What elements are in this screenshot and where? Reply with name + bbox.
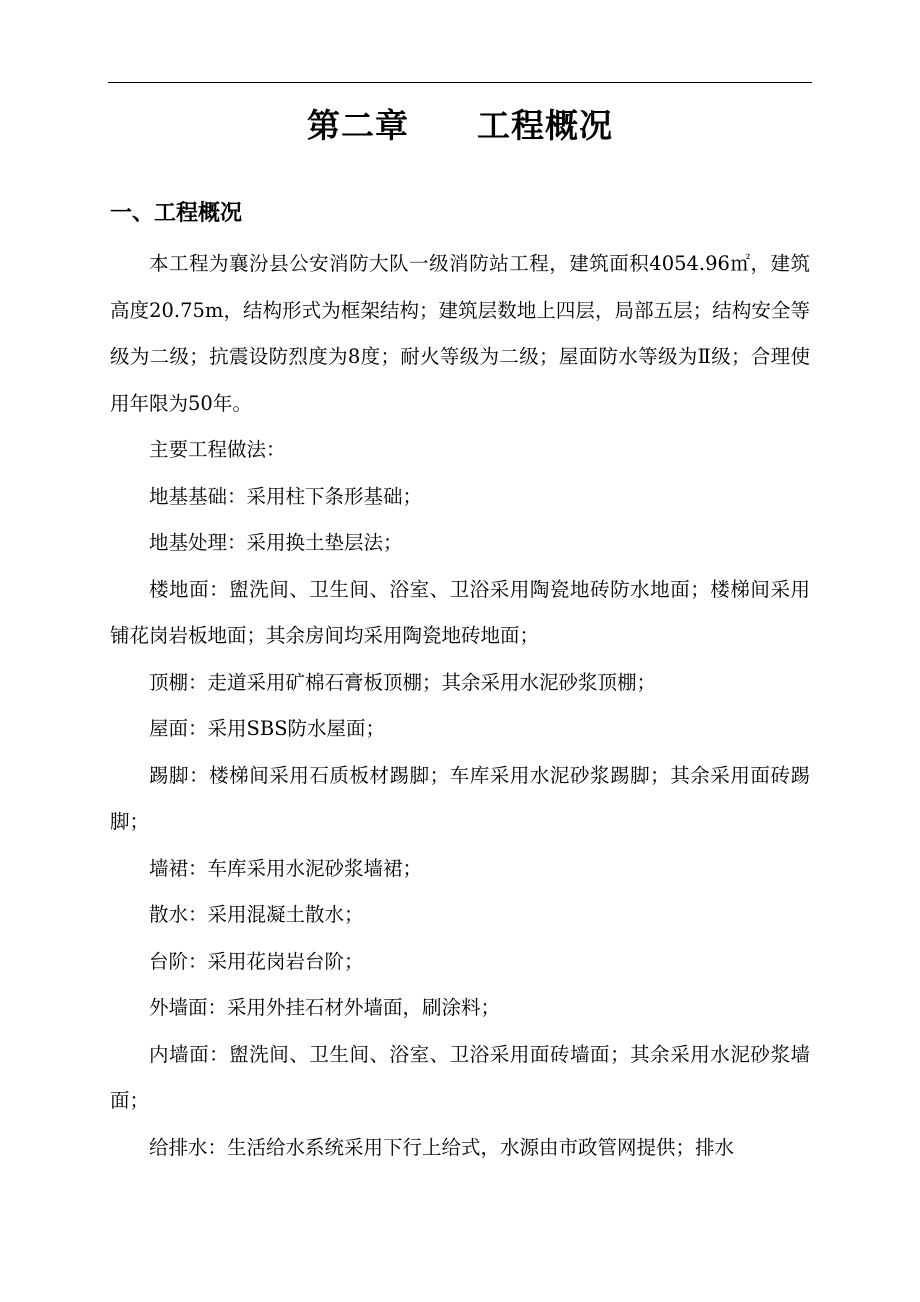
section-heading: 一、工程概况 bbox=[110, 201, 243, 226]
paragraph-main-methods: 主要工程做法： bbox=[149, 438, 286, 461]
paragraph-ceiling: 顶棚：走道采用矿棉石膏板顶棚；其余采用水泥砂浆顶棚； bbox=[149, 670, 657, 694]
header-rule bbox=[108, 82, 812, 83]
body-text bbox=[110, 241, 810, 1171]
paragraph-dado: 墙裙：车库采用水泥砂浆墙裙； bbox=[149, 856, 423, 880]
paragraph-roof: 屋面：采用SBS防水屋面； bbox=[149, 717, 386, 740]
paragraph-floors: 楼地面：盥洗间、卫生间、浴室、卫浴采用陶瓷地砖防水地面；楼梯间采用铺花岗岩板地面；其余房间均采用陶瓷地砖地面； bbox=[110, 577, 810, 647]
paragraph-overview: 本工程为襄汾县公安消防大队一级消防站工程，建筑面积4054.96㎡，建筑高度20.75m，结构形式为框架结构；建筑层数地上四层，局部五层；结构安全等级为二级；抗震设防烈度为8度；耐火等级为二级；屋面防水等级为Ⅱ级；合理使用年限为50年。 bbox=[110, 252, 810, 415]
paragraph-apron: 散水：采用混凝土散水； bbox=[149, 903, 364, 926]
paragraph-foundation: 地基基础：采用柱下条形基础； bbox=[149, 484, 423, 508]
paragraph-interior-walls: 内墙面：盥洗间、卫生间、浴室、卫浴采用面砖墙面；其余采用水泥砂浆墙面； bbox=[110, 1042, 810, 1112]
paragraph-plumbing: 给排水：生活给水系统采用下行上给式，水源由市政管网提供；排水 bbox=[149, 1135, 735, 1159]
paragraph-skirting: 踢脚：楼梯间采用石质板材踢脚；车库采用水泥砂浆踢脚；其余采用面砖踢脚； bbox=[110, 763, 810, 833]
paragraph-exterior-walls: 外墙面：采用外挂石材外墙面，刷涂料； bbox=[149, 996, 501, 1019]
paragraph-steps: 台阶：采用花岗岩台阶； bbox=[149, 949, 364, 973]
paragraph-foundation-treatment: 地基处理：采用换土垫层法； bbox=[149, 531, 403, 554]
chapter-title: 第二章 工程概况 bbox=[307, 106, 613, 145]
